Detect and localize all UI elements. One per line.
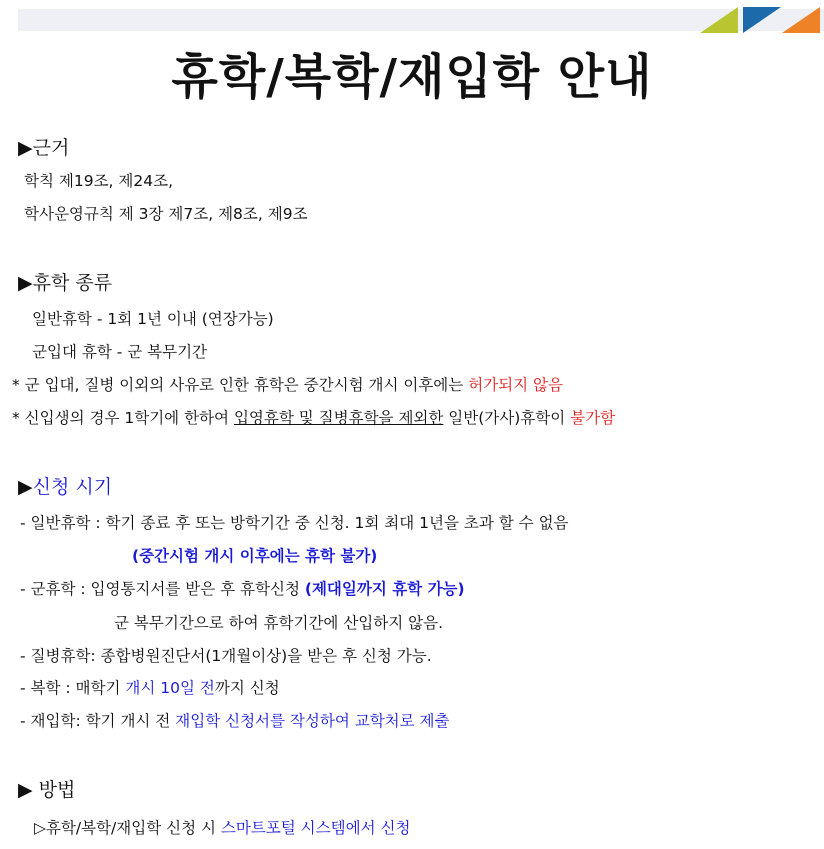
- types-heading: ▶휴학 종류: [18, 272, 113, 294]
- period-text: - 군휴학 : 입영통지서를 받은 후 휴학신청: [20, 580, 305, 598]
- blue-triangle-decoration: [743, 7, 781, 33]
- basis-heading: ▶근거: [18, 137, 70, 159]
- type-item-general: 일반휴학 - 1회 1년 이내 (연장가능): [32, 310, 274, 328]
- note-text: 일반(가사)휴학이: [443, 409, 571, 427]
- period-general-note: (중간시험 개시 이후에는 휴학 불가): [132, 547, 378, 565]
- note-text: * 신입생의 경우 1학기에 한하여: [12, 409, 234, 427]
- method-highlight: 스마트포털 시스템에서 신청: [220, 819, 411, 837]
- period-highlight: 재입학 신청서를 작성하여 교학처로 제출: [175, 712, 450, 730]
- arrow-icon: ▶: [18, 476, 33, 498]
- period-heading: [18, 476, 112, 498]
- period-general: - 일반휴학 : 학기 종료 후 또는 방학기간 중 신청. 1회 최대 1년을 초과 할 수 없음: [20, 514, 569, 532]
- method-heading: ▶ 방법: [18, 779, 76, 801]
- period-illness: - 질병휴학: 종합병원진단서(1개월이상)을 받은 후 신청 가능.: [20, 647, 432, 665]
- method-line: [34, 818, 410, 838]
- period-military-note: 군 복무기간으로 하여 휴학기간에 산입하지 않음.: [114, 614, 444, 632]
- green-triangle-decoration: [700, 7, 738, 33]
- note-underlined: 입영휴학 및 질병휴학을 제외한: [233, 409, 444, 427]
- period-military: [20, 579, 465, 599]
- period-highlight: 개시 10일 전: [125, 679, 215, 697]
- period-text: - 재입학: 학기 개시 전: [20, 712, 176, 730]
- orange-triangle-decoration: [782, 7, 820, 33]
- type-item-military: 군입대 휴학 - 군 복무기간: [32, 343, 208, 361]
- note-warning: 불가함: [570, 409, 616, 427]
- page-title: 휴학/복학/재입학 안내: [171, 49, 653, 105]
- basis-line: 학사운영규칙 제 3장 제7조, 제8조, 제9조: [24, 205, 308, 223]
- types-note-1: [12, 375, 563, 395]
- period-text: 까지 신청: [214, 679, 280, 697]
- period-heading-label: 신청 시기: [32, 476, 113, 498]
- note-text: * 군 입대, 질병 이외의 사유로 인한 휴학은 중간시험 개시 이후에는: [12, 376, 469, 394]
- note-warning: 허가되지 않음: [468, 376, 563, 394]
- period-highlight: (제대일까지 휴학 가능): [304, 580, 465, 598]
- period-readmit: [20, 711, 450, 731]
- period-return: [20, 678, 280, 698]
- method-text: ▷휴학/복학/재입학 신청 시: [34, 819, 221, 837]
- types-note-2: [12, 408, 615, 428]
- period-text: - 복학 : 매학기: [20, 679, 126, 697]
- basis-line: 학칙 제19조, 제24조,: [24, 172, 173, 190]
